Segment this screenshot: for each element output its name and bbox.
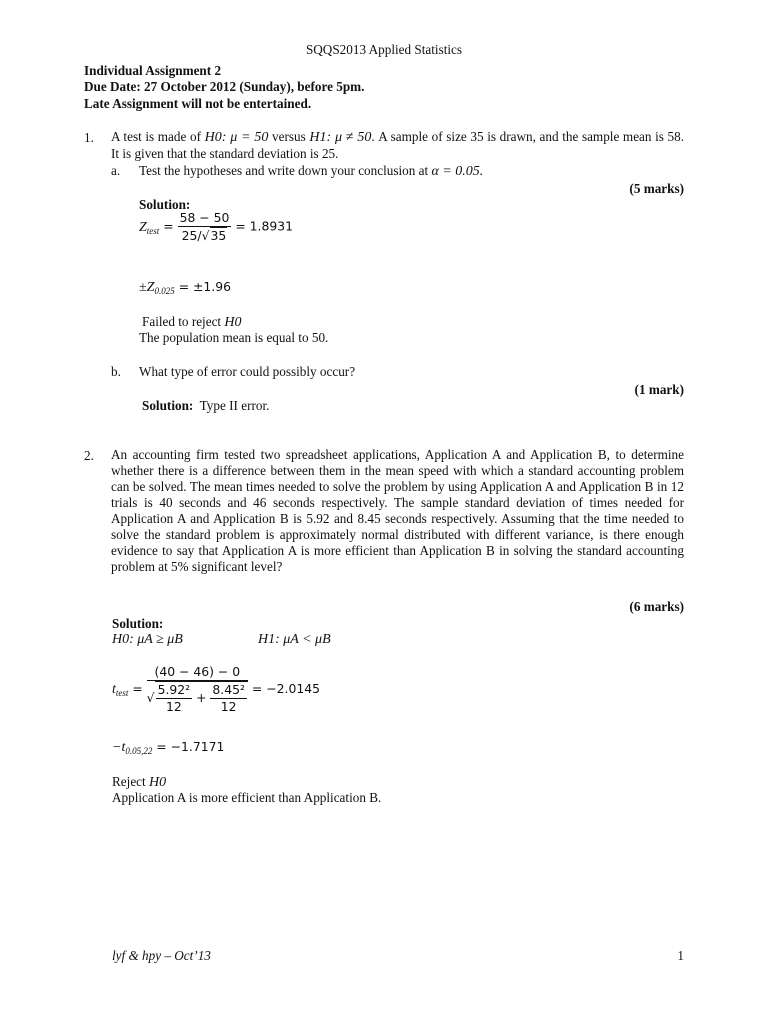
q1-conclusion: The population mean is equal to 50. xyxy=(139,330,329,345)
q1-intro-a: A test is made of xyxy=(111,129,201,144)
q1b-question: What type of error could possibly occur? xyxy=(139,364,356,379)
q1b-label: b. xyxy=(111,364,121,379)
z-denominator: 25/√35 xyxy=(178,226,232,244)
t-result: = −2.0145 xyxy=(251,681,320,696)
q1-solution-label: Solution: xyxy=(139,197,191,212)
q2-marks: (6 marks) xyxy=(629,599,684,614)
z-fraction xyxy=(178,210,232,244)
due-date: Due Date: 27 October 2012 (Sunday), before 5pm. xyxy=(84,79,365,94)
footer-authors: lyf & hpy – Oct’13 xyxy=(112,948,211,963)
q1-decision: Failed to reject H0 xyxy=(142,314,242,330)
q1b-marks: (1 mark) xyxy=(634,382,684,397)
equals-sign: = xyxy=(163,218,178,234)
z-numerator: 58 − 50 xyxy=(179,210,230,225)
q2-null-hypothesis: H0: μA ≥ μB xyxy=(112,632,183,647)
z-symbol: $Z_{test}$ xyxy=(139,219,160,236)
q2-text: An accounting firm tested two spreadsheet applications, Application A and Application B, to determine whether there is a difference between them in the mean speed with which a standard accounting problem can be solved. The mean times needed to solve the problem by using Application A and Application B in 12 trials is 40 seconds and 46 seconds respectively. The sample standard deviation of times needed for Application A and Application B is 5.92 and 8.45 seconds respectively. Assuming that the time needed to solve the standard problem is approximately normal distributed with different variance, is there enough evidence to say that Application A is more efficient than Application B in solving the standard accounting problem at 5% significant level? xyxy=(111,447,684,574)
sqrt-icon: √ xyxy=(201,228,210,243)
q1-h0: H0: μ = 50 xyxy=(204,130,269,145)
q1-intro-b: . A sample of size 35 is drawn, and the sample mean is 58. It is given that the standard deviation is 25. xyxy=(111,129,685,161)
q2-alt-hypothesis: H1: μA < μB xyxy=(258,632,331,647)
q1a-question xyxy=(139,163,483,180)
q1-h1: H1: μ ≠ 50 xyxy=(309,130,372,145)
t-fraction xyxy=(147,664,248,715)
q1a-text: Test the hypotheses and write down your conclusion at xyxy=(139,163,429,178)
q2-critical-value: $-t_{0.05,22} = -1.7171$ xyxy=(112,739,225,756)
q1-versus: versus xyxy=(272,129,306,144)
q2-decision: Reject H0 xyxy=(112,774,167,790)
z-result: = 1.8931 xyxy=(235,218,294,234)
q2-solution-label: Solution: xyxy=(112,616,164,631)
q2-t-formula: $t_{test}$ = (40 − 46) − 0 √ $\frac{\text{5.92²}}{12}$ + $\frac{\text{8.45²}}{12}$ = −2.0145 xyxy=(112,664,320,714)
q1-critical-value: $\pm Z_{0.025} = \pm 1.96$ xyxy=(139,279,231,296)
t-denominator: √ $\frac{\text{5.92²}}{12}$ + $\frac{\text{8.45²}}{12}$ xyxy=(147,680,248,715)
q1-z-formula xyxy=(139,210,293,244)
q2-number: 2. xyxy=(84,448,94,463)
q1-number: 1. xyxy=(84,130,94,145)
page-number: 1 xyxy=(677,948,684,963)
assignment-title: Individual Assignment 2 xyxy=(84,63,222,78)
q1b-solution: Solution: Type II error. xyxy=(142,398,270,413)
sqrt-icon: √ xyxy=(146,690,155,705)
late-notice: Late Assignment will not be entertained. xyxy=(84,96,312,111)
q1-text xyxy=(111,129,684,162)
q1a-label: a. xyxy=(111,163,121,178)
q2-conclusion: Application A is more efficient than Application B. xyxy=(112,790,382,805)
q1a-alpha: α = 0.05. xyxy=(431,164,484,179)
t-numerator: (40 − 46) − 0 xyxy=(154,664,241,679)
course-header: SQQS2013 Applied Statistics xyxy=(305,42,463,57)
q1a-marks: (5 marks) xyxy=(629,181,684,196)
